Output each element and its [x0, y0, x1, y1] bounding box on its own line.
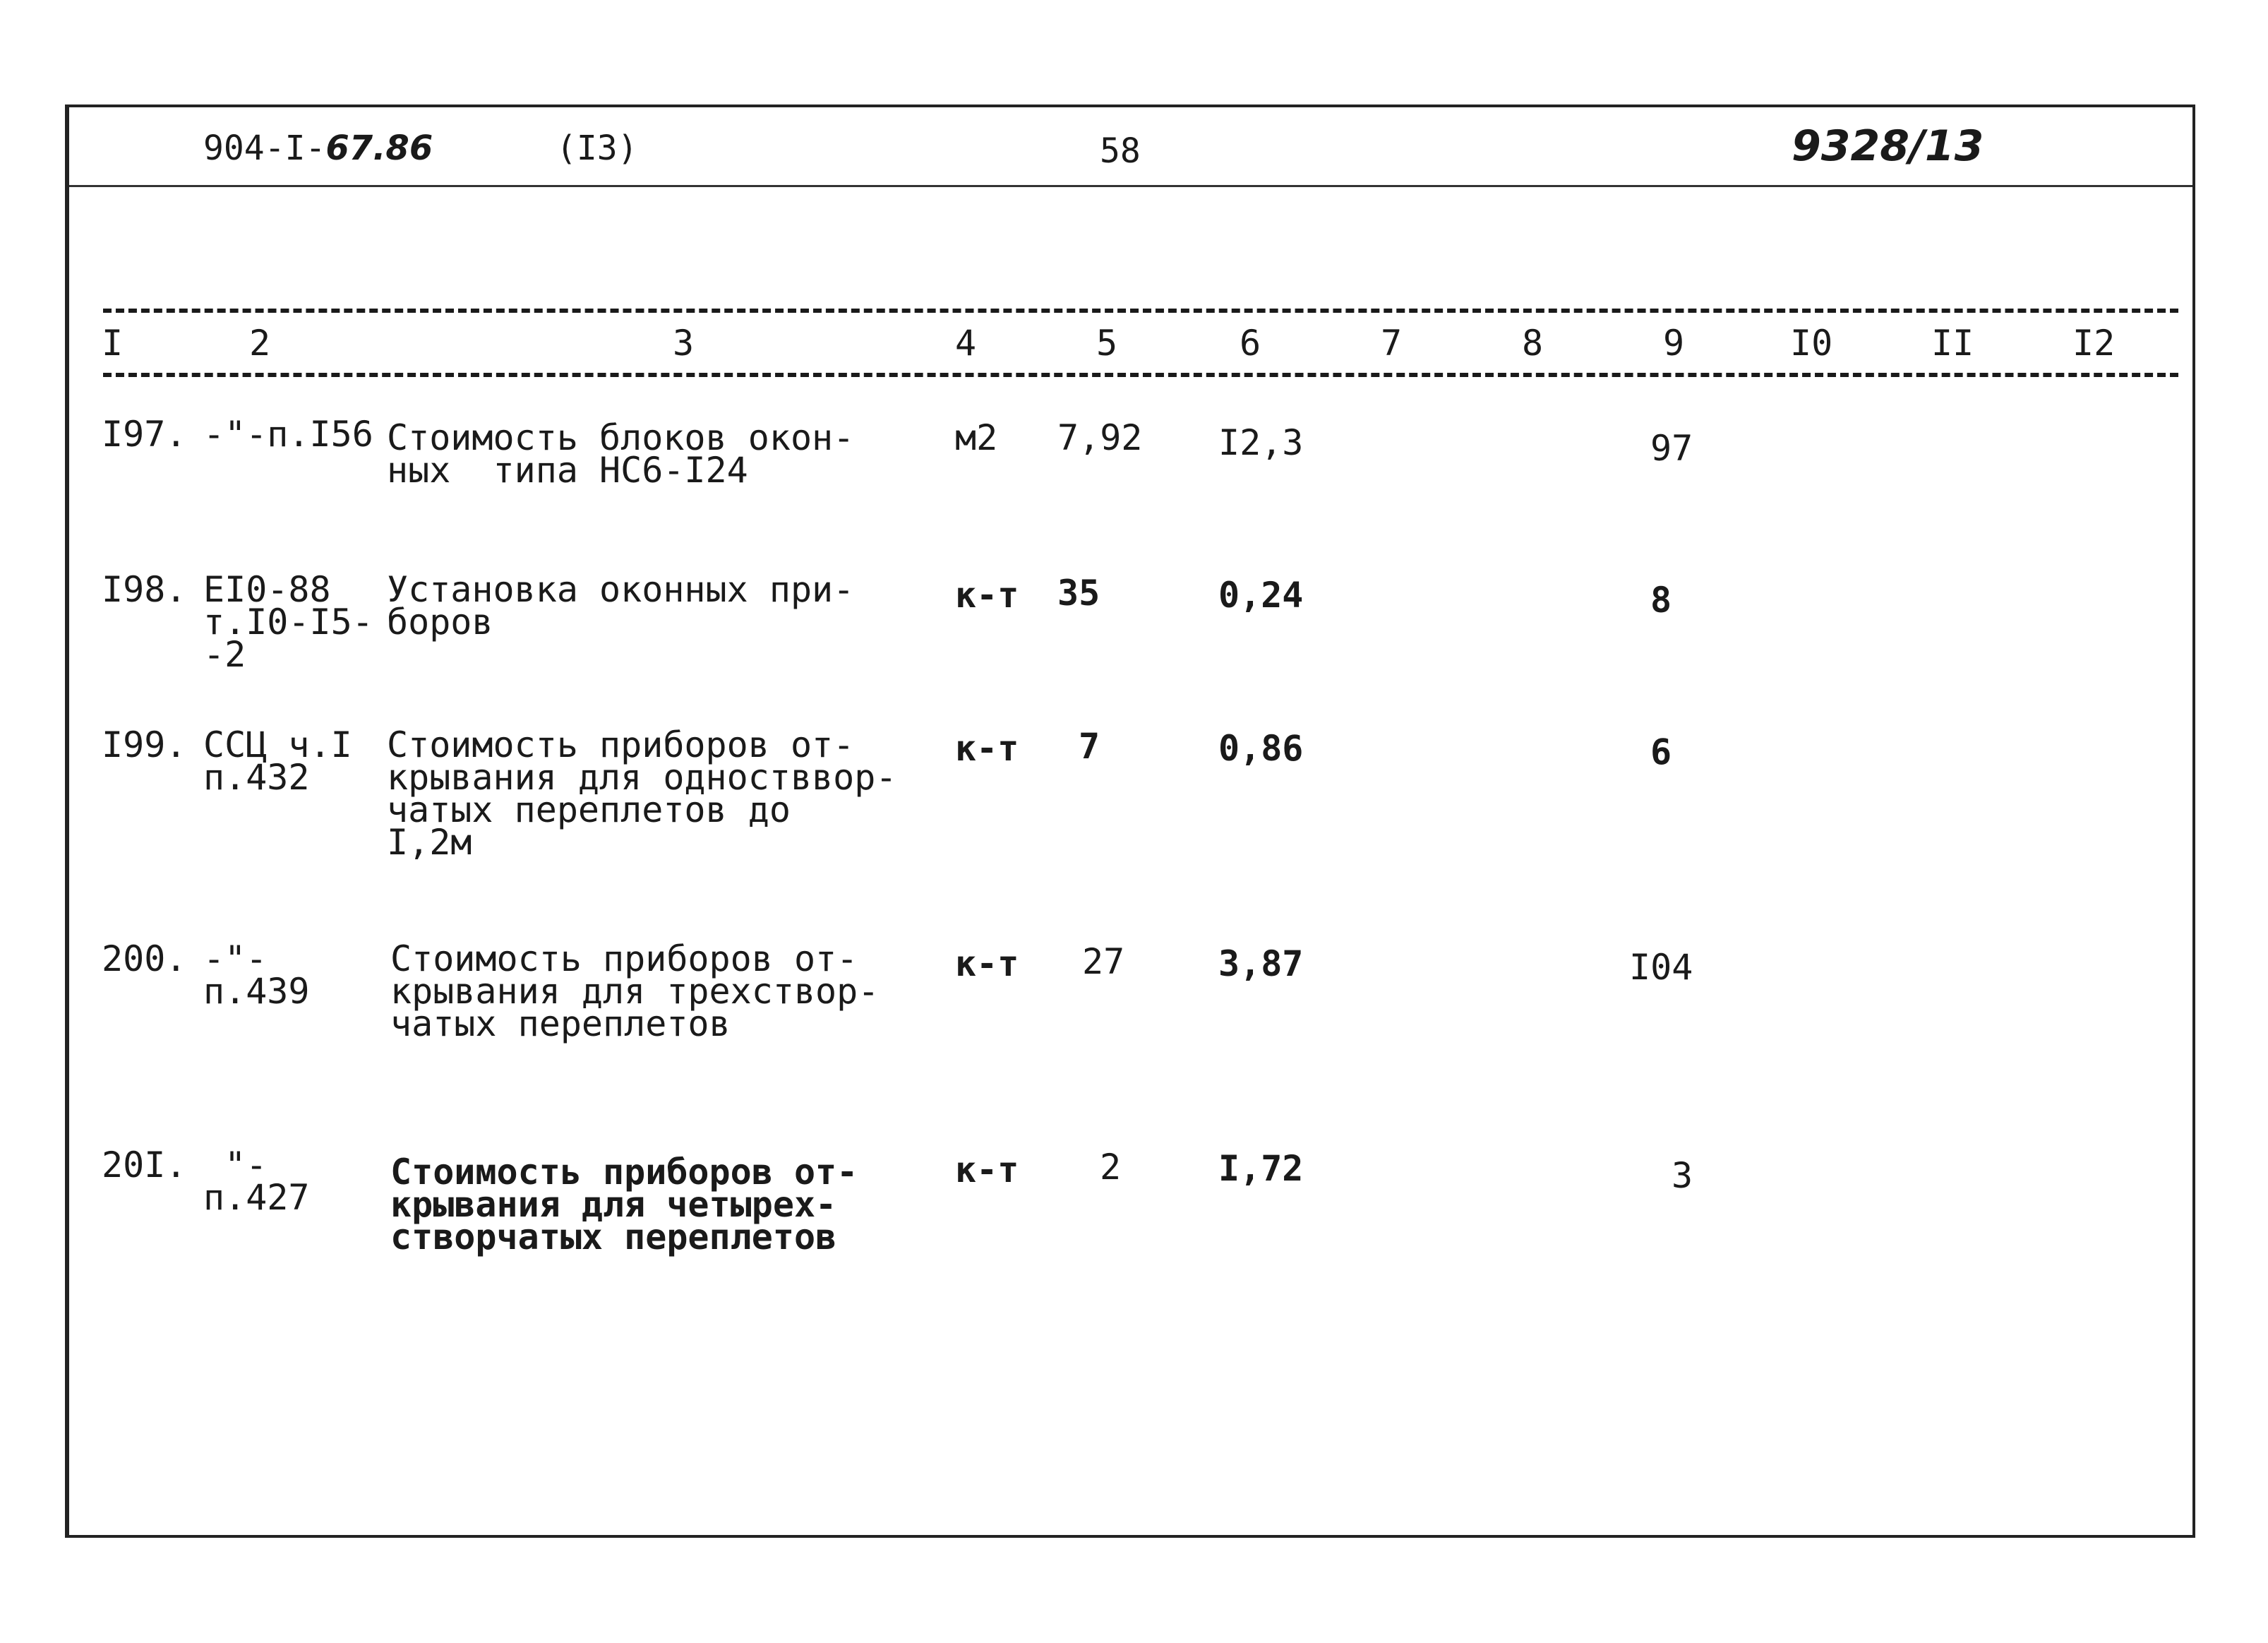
row-number: I97.: [102, 414, 187, 455]
column-header-top-rule: [103, 309, 2178, 313]
row-unit-price: 3,87: [1218, 943, 1304, 984]
row-basis: ЕI0-88 т.I0-I5- -2: [203, 569, 373, 675]
column-number-2: 2: [249, 323, 271, 364]
row-unit-price: I,72: [1218, 1148, 1304, 1189]
row-unit: к-т: [955, 1149, 1019, 1190]
row-basis: "- п.427: [203, 1145, 310, 1218]
row-number: I98.: [102, 569, 187, 610]
row-basis: -"- п.439: [203, 938, 310, 1012]
sheet-reference: (I3): [556, 129, 638, 168]
header-divider: [69, 185, 2192, 187]
row-total: 97: [1650, 428, 1693, 469]
column-number-4: 4: [955, 323, 977, 364]
column-number-11: II: [1931, 323, 1974, 364]
row-total: I04: [1629, 947, 1693, 988]
column-number-12: I2: [2072, 323, 2116, 364]
inventory-reference: 9328/13: [1792, 121, 1984, 171]
row-quantity: 35: [1057, 573, 1100, 614]
row-unit-price: I2,3: [1218, 422, 1304, 463]
row-unit: к-т: [955, 943, 1019, 984]
column-number-10: I0: [1790, 323, 1833, 364]
row-number: 20I.: [102, 1145, 187, 1185]
project-code-handwritten: 67.86: [325, 129, 433, 168]
column-number-5: 5: [1096, 323, 1118, 364]
row-description: Стоимость приборов от- крывания для трехствор- чатых переплетов: [390, 938, 880, 1044]
row-unit: к-т: [955, 575, 1019, 616]
row-total: 6: [1650, 731, 1672, 772]
row-description: Стоимость приборов от- крывания для одностввор- чатых переплетов до I,2м: [387, 724, 897, 863]
row-description: Установка оконных при- боров: [387, 569, 855, 643]
row-basis: -"-п.I56: [203, 414, 373, 455]
project-code: [203, 129, 433, 168]
row-basis: ССЦ ч.I п.432: [203, 724, 352, 798]
row-quantity: 2: [1100, 1147, 1122, 1188]
row-total: 8: [1650, 580, 1672, 621]
row-unit: к-т: [955, 728, 1019, 769]
column-number-6: 6: [1240, 323, 1261, 364]
project-code-printed: 904-I-: [203, 129, 326, 168]
column-number-7: 7: [1381, 323, 1403, 364]
row-unit: м2: [955, 417, 998, 458]
row-quantity: 27: [1082, 941, 1125, 982]
row-quantity: 7: [1079, 726, 1100, 767]
page-number: 58: [1100, 131, 1141, 171]
row-total: 3: [1672, 1155, 1693, 1196]
row-description: Стоимость приборов от- крывания для четырех- створчатых переплетов: [390, 1152, 858, 1257]
column-number-9: 9: [1663, 323, 1685, 364]
column-number-1: I: [102, 323, 124, 364]
column-header-bottom-rule: [103, 373, 2178, 377]
document-sheet: [65, 104, 2195, 1538]
row-unit-price: 0,86: [1218, 728, 1304, 769]
column-number-3: 3: [673, 323, 695, 364]
row-quantity: 7,92: [1057, 417, 1143, 458]
row-number: 200.: [102, 938, 187, 979]
row-description: Стоимость блоков окон- ных типа НС6-I24: [387, 417, 855, 491]
row-unit-price: 0,24: [1218, 575, 1304, 616]
column-number-8: 8: [1522, 323, 1544, 364]
row-number: I99.: [102, 724, 187, 765]
